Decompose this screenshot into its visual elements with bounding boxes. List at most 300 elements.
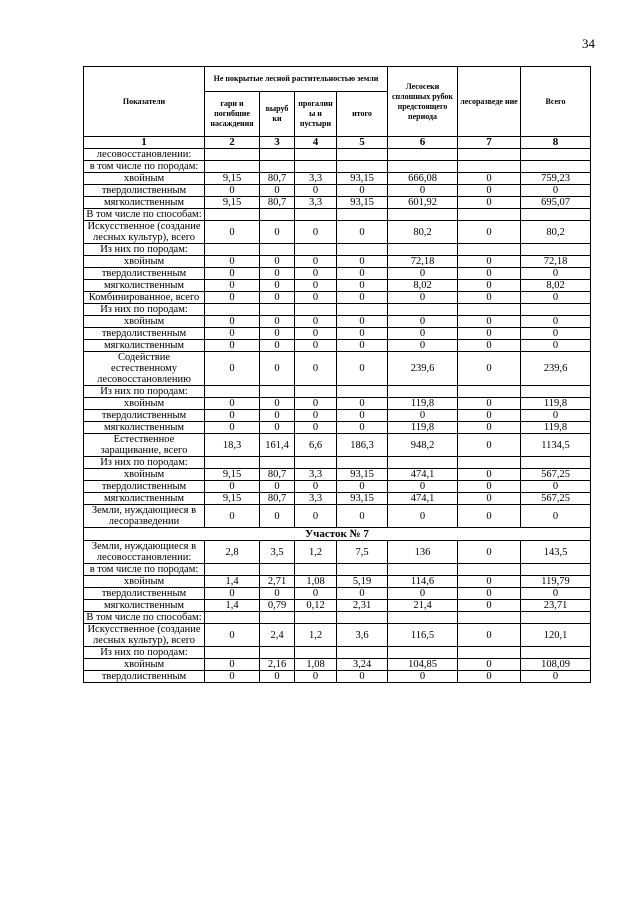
table-cell [458, 612, 521, 624]
table-cell: 0 [521, 185, 591, 197]
table-cell: 6,6 [295, 434, 337, 457]
table-cell: 93,15 [337, 173, 388, 185]
table-cell: 0 [205, 268, 260, 280]
table-cell: 0 [205, 398, 260, 410]
table-cell: 0 [260, 280, 295, 292]
table-cell: 1,08 [295, 576, 337, 588]
table-cell: 0 [337, 481, 388, 493]
table-cell: 0 [260, 481, 295, 493]
table-cell: 0 [337, 328, 388, 340]
table-cell: 9,15 [205, 197, 260, 209]
table-row [84, 256, 591, 268]
row-label: твердолиственным [84, 268, 205, 280]
table-cell: 93,15 [337, 493, 388, 505]
table-cell: 0 [458, 173, 521, 185]
table-cell [205, 647, 260, 659]
table-cell [295, 457, 337, 469]
table-cell: 0 [521, 671, 591, 683]
table-cell: 0 [458, 292, 521, 304]
table-cell: 2,8 [205, 541, 260, 564]
table-cell: 0 [458, 481, 521, 493]
table-cell: 0 [458, 588, 521, 600]
table-cell: 3,24 [337, 659, 388, 671]
table-cell [337, 386, 388, 398]
table-cell [388, 564, 458, 576]
row-label: хвойным [84, 576, 205, 588]
table-cell: 0 [458, 624, 521, 647]
table-cell [295, 612, 337, 624]
table-row [84, 576, 591, 588]
table-row [84, 340, 591, 352]
table-row [84, 292, 591, 304]
table-row [84, 422, 591, 434]
row-label: твердолиственным [84, 410, 205, 422]
table-cell: 567,25 [521, 493, 591, 505]
table-cell: 0 [295, 280, 337, 292]
table-cell: 8,02 [521, 280, 591, 292]
table-cell: 0 [295, 185, 337, 197]
table-row [84, 659, 591, 671]
table-cell [458, 161, 521, 173]
table-cell: 0 [295, 340, 337, 352]
table-cell: 0 [260, 410, 295, 422]
table-cell: 0 [458, 185, 521, 197]
table-cell: 80,7 [260, 197, 295, 209]
table-cell: 0 [205, 328, 260, 340]
table-cell: 0 [295, 328, 337, 340]
row-label: твердолиственным [84, 185, 205, 197]
row-label: Из них по породам: [84, 647, 205, 659]
table-cell [388, 149, 458, 161]
table-cell: 0 [521, 588, 591, 600]
table-cell: 0 [260, 340, 295, 352]
row-label: твердолиственным [84, 671, 205, 683]
table-cell [388, 304, 458, 316]
table-cell: 948,2 [388, 434, 458, 457]
table-cell: 0 [205, 624, 260, 647]
table-row [84, 161, 591, 173]
table-row [84, 197, 591, 209]
table-cell: 0 [205, 410, 260, 422]
table-cell [388, 244, 458, 256]
table-cell: 0 [260, 588, 295, 600]
table-cell [205, 161, 260, 173]
table-cell: 0 [260, 221, 295, 244]
table-cell [260, 244, 295, 256]
table-cell [521, 244, 591, 256]
table-cell [521, 161, 591, 173]
table-cell [337, 161, 388, 173]
table-cell: 0 [295, 268, 337, 280]
table-cell: 0 [205, 481, 260, 493]
table-cell: 0 [205, 505, 260, 528]
table-cell [458, 457, 521, 469]
row-label: мягколиственным [84, 340, 205, 352]
table-cell: 1,4 [205, 576, 260, 588]
table-cell: 0,12 [295, 600, 337, 612]
table-cell: 0 [388, 292, 458, 304]
table-row [84, 173, 591, 185]
table-cell: 0 [458, 256, 521, 268]
table-cell: 0 [458, 493, 521, 505]
table-cell: 119,8 [388, 422, 458, 434]
table-cell: 0 [521, 340, 591, 352]
table-cell: 7,5 [337, 541, 388, 564]
table-cell: 114,6 [388, 576, 458, 588]
row-label: Комбинированное, всего [84, 292, 205, 304]
table-cell: 9,15 [205, 493, 260, 505]
table-cell: 80,7 [260, 493, 295, 505]
row-label: Из них по породам: [84, 386, 205, 398]
table-cell: 1134,5 [521, 434, 591, 457]
table-cell: 0,79 [260, 600, 295, 612]
table-cell: 80,7 [260, 173, 295, 185]
col-number: 3 [260, 137, 295, 149]
table-row [84, 671, 591, 683]
table-cell: 0 [388, 505, 458, 528]
table-cell: 567,25 [521, 469, 591, 481]
table-cell: 0 [260, 292, 295, 304]
table-cell: 9,15 [205, 173, 260, 185]
table-cell: 119,8 [521, 398, 591, 410]
row-label: мягколиственным [84, 280, 205, 292]
table-cell: 0 [295, 481, 337, 493]
table-cell: 239,6 [388, 352, 458, 386]
row-label: лесовосстановлении: [84, 149, 205, 161]
row-label: мягколиственным [84, 600, 205, 612]
row-label: в том числе по породам: [84, 161, 205, 173]
table-cell: 3,3 [295, 493, 337, 505]
table-cell: 72,18 [521, 256, 591, 268]
table-cell: 0 [260, 422, 295, 434]
header-indicators: Показатели [84, 67, 205, 137]
table-cell: 0 [521, 328, 591, 340]
table-cell: 0 [205, 588, 260, 600]
table-cell: 0 [260, 316, 295, 328]
table-cell [337, 149, 388, 161]
table-cell: 0 [295, 422, 337, 434]
row-label: хвойным [84, 256, 205, 268]
row-label: хвойным [84, 398, 205, 410]
table-cell: 474,1 [388, 493, 458, 505]
table-cell [295, 209, 337, 221]
table-cell [295, 149, 337, 161]
table-cell [337, 612, 388, 624]
table-cell [521, 564, 591, 576]
header-cutting-areas: Лесосеки сплошных рубок предстоящего периода [388, 67, 458, 137]
table-row [84, 624, 591, 647]
row-label: Из них по породам: [84, 304, 205, 316]
table-cell: 0 [337, 221, 388, 244]
table-cell: 80,2 [521, 221, 591, 244]
table-cell: 0 [388, 671, 458, 683]
row-label: твердолиственным [84, 481, 205, 493]
table-cell: 5,19 [337, 576, 388, 588]
table-cell [295, 304, 337, 316]
table-cell: 0 [521, 410, 591, 422]
row-label: Земли, нуждающиеся в лесовосстановлении: [84, 541, 205, 564]
table-cell: 0 [295, 671, 337, 683]
row-label: Земли, нуждающиеся в лесоразведении [84, 505, 205, 528]
table-cell: 2,4 [260, 624, 295, 647]
table-cell: 0 [458, 600, 521, 612]
forest-restoration-table [83, 66, 591, 683]
table-row [84, 386, 591, 398]
table-cell: 0 [388, 185, 458, 197]
table-cell [337, 209, 388, 221]
col-number: 5 [337, 137, 388, 149]
table-cell [205, 457, 260, 469]
table-cell [458, 386, 521, 398]
col-number: 1 [84, 137, 205, 149]
table-cell: 666,08 [388, 173, 458, 185]
table-cell: 93,15 [337, 197, 388, 209]
table-cell: 0 [458, 659, 521, 671]
table-cell: 0 [458, 280, 521, 292]
table-cell: 0 [205, 256, 260, 268]
table-cell [521, 457, 591, 469]
table-cell: 1,2 [295, 541, 337, 564]
table-cell: 0 [295, 410, 337, 422]
table-cell: 239,6 [521, 352, 591, 386]
table-cell: 93,15 [337, 469, 388, 481]
table-cell: 601,92 [388, 197, 458, 209]
table-cell [388, 161, 458, 173]
table-cell: 0 [388, 481, 458, 493]
row-label: мягколиственным [84, 493, 205, 505]
table-cell: 0 [337, 505, 388, 528]
table-cell: 0 [260, 505, 295, 528]
table-cell: 186,3 [337, 434, 388, 457]
table-cell: 0 [205, 316, 260, 328]
row-label: Искусственное (создание лесных культур), всего [84, 624, 205, 647]
table-cell: 119,8 [388, 398, 458, 410]
table-cell: 0 [458, 671, 521, 683]
table-cell [205, 612, 260, 624]
table-cell: 0 [260, 398, 295, 410]
table-cell: 0 [260, 185, 295, 197]
table-cell: 9,15 [205, 469, 260, 481]
table-cell: 0 [205, 659, 260, 671]
table-row [84, 505, 591, 528]
table-cell: 21,4 [388, 600, 458, 612]
table-row [84, 268, 591, 280]
table-row [84, 185, 591, 197]
row-label: хвойным [84, 659, 205, 671]
table-cell [205, 149, 260, 161]
table-cell [521, 386, 591, 398]
table-cell [458, 244, 521, 256]
header-burnt: гари и погибшие насаждения [205, 92, 260, 137]
table-cell: 0 [295, 398, 337, 410]
table-cell [521, 149, 591, 161]
table-cell: 0 [337, 352, 388, 386]
table-cell [337, 647, 388, 659]
table-row [84, 469, 591, 481]
table-cell [295, 564, 337, 576]
row-label: твердолиственным [84, 588, 205, 600]
table-cell: 474,1 [388, 469, 458, 481]
table-cell: 116,5 [388, 624, 458, 647]
table-cell: 0 [337, 292, 388, 304]
table-cell [260, 457, 295, 469]
table-cell [260, 647, 295, 659]
table-cell [205, 244, 260, 256]
table-cell [295, 244, 337, 256]
table-cell: 1,2 [295, 624, 337, 647]
table-cell: 0 [205, 671, 260, 683]
table-row [84, 221, 591, 244]
header-total: Всего [521, 67, 591, 137]
table-cell: 0 [260, 268, 295, 280]
table-cell: 0 [458, 340, 521, 352]
table-cell: 0 [458, 352, 521, 386]
table-cell: 759,23 [521, 173, 591, 185]
table-cell [295, 386, 337, 398]
table-cell: 3,3 [295, 173, 337, 185]
table-cell: 0 [458, 576, 521, 588]
table-cell: 0 [337, 588, 388, 600]
row-label: твердолиственным [84, 328, 205, 340]
table-cell [388, 209, 458, 221]
table-row [84, 493, 591, 505]
row-label: Естественное заращивание, всего [84, 434, 205, 457]
table-cell: 3,5 [260, 541, 295, 564]
table-cell [260, 564, 295, 576]
table-cell: 0 [521, 292, 591, 304]
table-cell: 0 [458, 410, 521, 422]
col-number: 4 [295, 137, 337, 149]
section-row [84, 528, 591, 541]
table-cell [458, 149, 521, 161]
table-cell: 0 [458, 268, 521, 280]
table-row [84, 481, 591, 493]
table-cell [260, 161, 295, 173]
table-row [84, 352, 591, 386]
col-number: 6 [388, 137, 458, 149]
table-cell [260, 386, 295, 398]
table-row [84, 541, 591, 564]
page-number: 34 [582, 36, 595, 51]
table-cell: 0 [458, 398, 521, 410]
header-afforestation: лесоразведе ние [458, 67, 521, 137]
row-label: в том числе по породам: [84, 564, 205, 576]
table-cell: 0 [521, 268, 591, 280]
table-cell [458, 564, 521, 576]
table-cell [295, 647, 337, 659]
table-cell: 0 [205, 340, 260, 352]
table-cell [260, 149, 295, 161]
table-cell [521, 612, 591, 624]
table-cell: 0 [337, 185, 388, 197]
table-cell: 0 [521, 505, 591, 528]
table-cell [205, 209, 260, 221]
table-cell [521, 647, 591, 659]
table-cell: 120,1 [521, 624, 591, 647]
table-cell: 0 [337, 316, 388, 328]
table-cell [388, 647, 458, 659]
table-cell: 0 [205, 185, 260, 197]
table-cell: 0 [337, 671, 388, 683]
table-row [84, 149, 591, 161]
table-cell: 18,3 [205, 434, 260, 457]
table-row [84, 209, 591, 221]
table-cell: 0 [295, 352, 337, 386]
table-row [84, 304, 591, 316]
table-cell: 0 [337, 268, 388, 280]
table-cell [458, 304, 521, 316]
row-label: мягколиственным [84, 422, 205, 434]
table-cell: 0 [295, 221, 337, 244]
table-row [84, 612, 591, 624]
table-cell: 143,5 [521, 541, 591, 564]
table-cell [458, 209, 521, 221]
table-cell [260, 304, 295, 316]
table-cell [205, 386, 260, 398]
table-cell [205, 564, 260, 576]
table-cell [521, 209, 591, 221]
table-cell: 0 [260, 671, 295, 683]
header-subtotal: итого [337, 92, 388, 137]
header-clearings: выруб ки [260, 92, 295, 137]
table-cell [458, 647, 521, 659]
table-cell: 80,7 [260, 469, 295, 481]
row-label: Из них по породам: [84, 244, 205, 256]
table-row [84, 280, 591, 292]
table-cell: 104,85 [388, 659, 458, 671]
table-cell: 0 [458, 422, 521, 434]
header-glades: прогалин ы и пустыри [295, 92, 337, 137]
table-cell: 119,8 [521, 422, 591, 434]
table-cell: 0 [260, 328, 295, 340]
row-label: Из них по породам: [84, 457, 205, 469]
row-label: В том числе по способам: [84, 209, 205, 221]
table-cell: 0 [337, 340, 388, 352]
table-cell: 0 [521, 481, 591, 493]
table-cell: 0 [205, 292, 260, 304]
table-cell: 0 [458, 221, 521, 244]
table-cell: 0 [458, 197, 521, 209]
table-row [84, 434, 591, 457]
table-cell: 0 [388, 328, 458, 340]
table-cell [388, 386, 458, 398]
row-label: Содействие естественному лесовосстановлению [84, 352, 205, 386]
table-cell: 0 [337, 398, 388, 410]
table-row [84, 600, 591, 612]
table-cell: 23,71 [521, 600, 591, 612]
table-cell: 0 [388, 316, 458, 328]
table-cell: 0 [337, 280, 388, 292]
table-cell: 3,3 [295, 197, 337, 209]
table-cell: 0 [205, 280, 260, 292]
table-cell: 0 [295, 256, 337, 268]
table-cell: 0 [205, 221, 260, 244]
table-cell [295, 161, 337, 173]
table-cell: 0 [295, 588, 337, 600]
table-cell: 0 [388, 410, 458, 422]
table-cell: 0 [458, 328, 521, 340]
table-row [84, 410, 591, 422]
table-row [84, 244, 591, 256]
table-cell: 0 [260, 352, 295, 386]
header-non-covered: Не покрытые лесной растительностью земли [205, 67, 388, 92]
table-row [84, 316, 591, 328]
table-cell: 0 [295, 292, 337, 304]
table-cell: 0 [337, 410, 388, 422]
table-cell: 0 [458, 505, 521, 528]
row-label: хвойным [84, 173, 205, 185]
table-cell: 695,07 [521, 197, 591, 209]
